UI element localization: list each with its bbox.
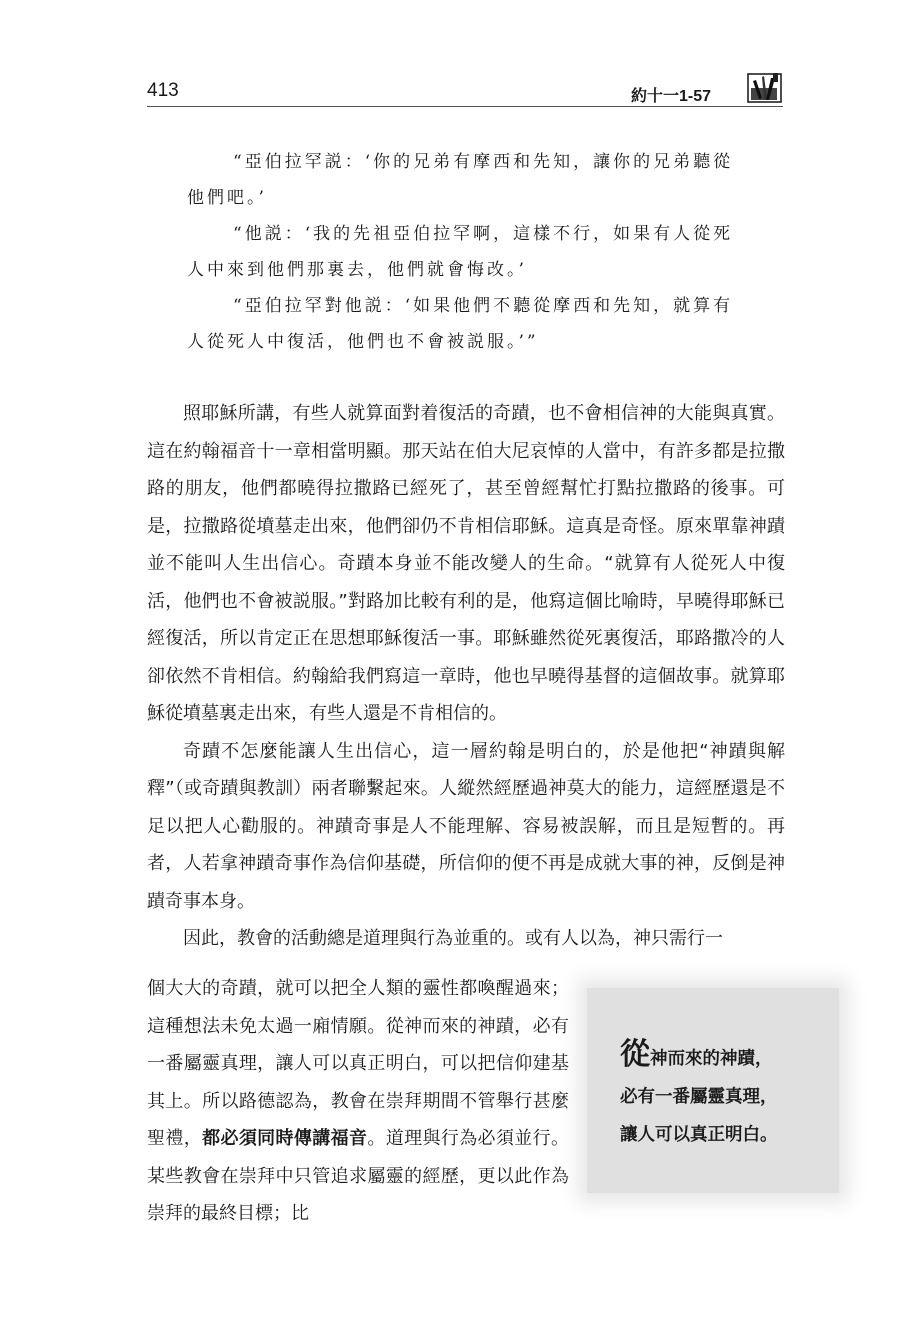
paragraph-continued	[147, 970, 569, 1233]
quote-line: 他們吧。’	[187, 188, 267, 208]
paragraph-text: 。道理與行為必須並行。某些教會在崇拜中只管追求屬靈的經歷，更以此作為崇拜的最終目標；比	[147, 1128, 570, 1224]
page-number: 413	[147, 80, 179, 101]
scripture-quote	[187, 144, 747, 360]
book-tools-icon	[747, 70, 783, 104]
quote-line: “亞伯拉罕説：‘你的兄弟有摩西和先知，讓你的兄弟聽從	[233, 152, 734, 172]
quote-line: “他説：‘我的先祖亞伯拉罕啊，這樣不行，如果有人從死	[233, 224, 734, 244]
pull-quote-line: 讓人可以真正明白。	[620, 1125, 778, 1145]
paragraph-text: 個大大的奇蹟，就可以把全人類的靈性都喚醒過來；這種想法未免太過一廂情願。從神而來的神蹟，必有一番屬靈真理，讓人可以真正明白，可以把信仰建基其上。所以路德認為，教會在崇拜期間不管舉行甚麼聖禮，	[147, 978, 569, 1149]
running-head: 約十一1-57	[630, 88, 711, 105]
quote-line: 人中來到他們那裏去，他們就會悔改。’	[187, 260, 527, 280]
pull-quote-line: 神而來的神蹟，	[650, 1049, 773, 1069]
paragraph: 因此，教會的活動總是道理與行為並重的。或有人以為，神只需行一	[183, 928, 723, 949]
header-rule	[147, 106, 783, 107]
paragraph: 奇蹟不怎麼能讓人生出信心，這一層約翰是明白的，於是他把“神蹟與解釋”（或奇蹟與教訓）兩者聯繫起來。人縱然經歷過神莫大的能力，這經歷還是不足以把人心勸服的。神蹟奇事是人不能理解、容易被誤解，而且是短暫的。再者，人若拿神蹟奇事作為信仰基礎，所信仰的便不再是成就大事的神，反倒是神蹟奇事本身。	[147, 740, 785, 912]
pull-quote-dropcap: 從	[620, 1037, 650, 1072]
pull-quote-box	[587, 988, 839, 1193]
pull-quote-line: 必有一番屬靈真理，	[620, 1087, 778, 1107]
body-text	[147, 395, 785, 958]
quote-line: “亞伯拉罕對他説：‘如果他們不聽從摩西和先知，就算有	[233, 296, 734, 316]
pull-quote-text	[620, 1037, 830, 1154]
emphasis-text: 都必須同時傳講福音	[202, 1128, 368, 1149]
paragraph: 照耶穌所講，有些人就算面對着復活的奇蹟，也不會相信神的大能與真實。這在約翰福音十一章相當明顯。那天站在伯大尼哀悼的人當中，有許多都是拉撒路的朋友，他們都曉得拉撒路已經死了，甚至曾經幫忙打點拉撒路的後事。可是，拉撒路從墳墓走出來，他們卻仍不肯相信耶穌。這真是奇怪。原來單靠神蹟並不能叫人生出信心。奇蹟本身並不能改變人的生命。“就算有人從死人中復活，他們也不會被説服。”對路加比較有利的是，他寫這個比喻時，早曉得耶穌已經復活，所以肯定正在思想耶穌復活一事。耶穌雖然從死裏復活，耶路撒冷的人卻依然不肯相信。約翰給我們寫這一章時，他也早曉得基督的這個故事。就算耶穌從墳墓裏走出來，有些人還是不肯相信的。	[147, 403, 785, 724]
quote-line: 人從死人中復活，他們也不會被説服。’”	[187, 332, 539, 352]
body-text-narrow	[147, 970, 569, 1233]
page-header	[147, 76, 783, 108]
